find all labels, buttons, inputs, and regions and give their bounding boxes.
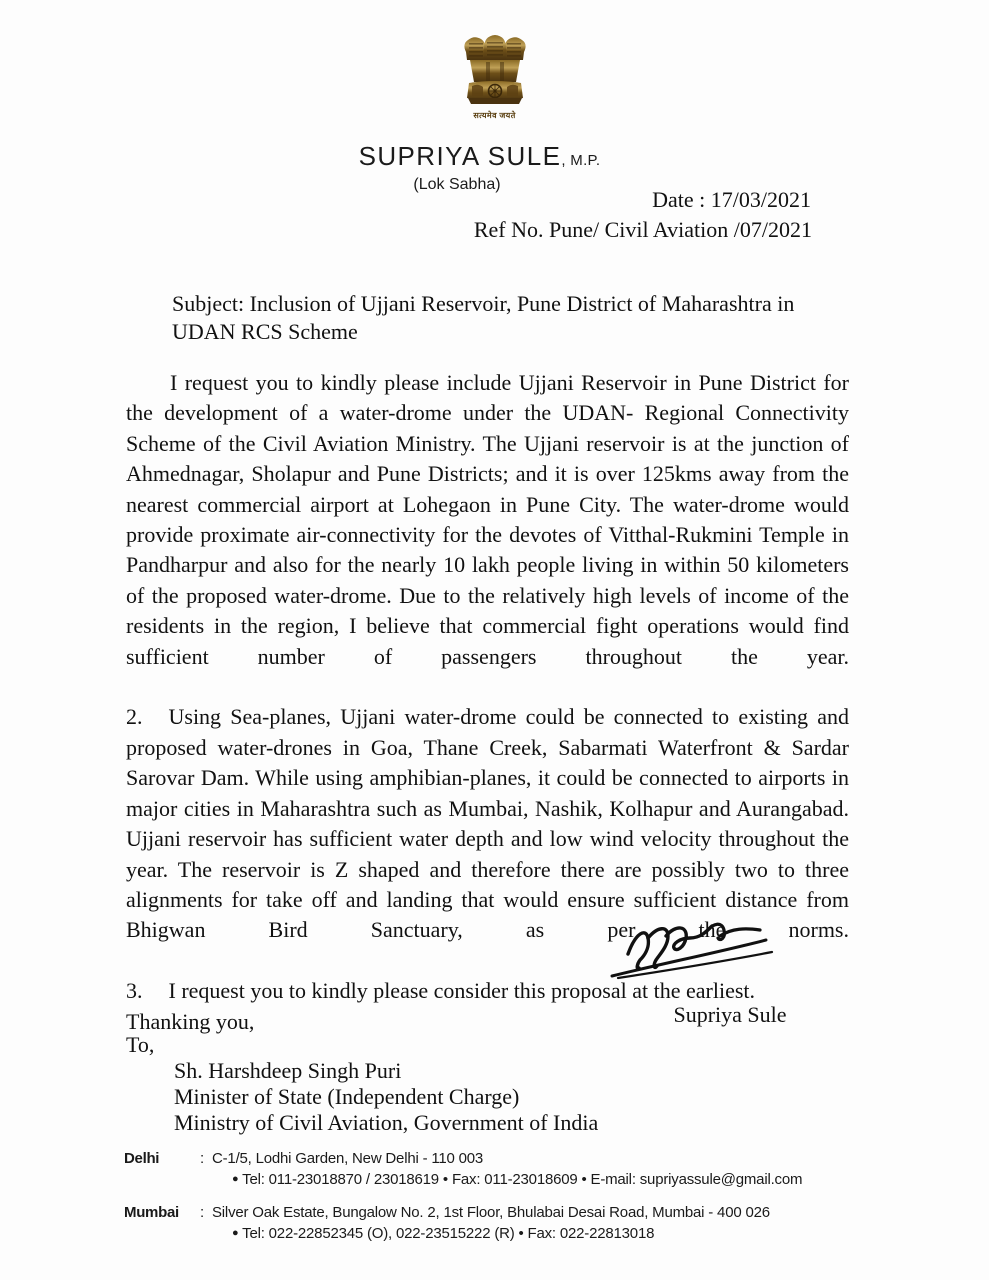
letter-date: Date : 17/03/2021 [652,187,811,212]
house-label: (Lok Sabha) [413,176,501,193]
emblem-container [0,26,989,123]
footer-office-label: Mumbai [124,1204,179,1221]
footer-colon: : [200,1150,205,1167]
paragraph-3-text: I request you to kindly please consider this proposal at the earliest. [168,978,756,1004]
addressee-line-3: Ministry of Civil Aviation, Government of India [174,1110,599,1135]
footer-contact-text: Tel: 022-22852345 (O), 022-23515222 (R) • Fax: 022-22813018 [242,1225,655,1242]
letter-meta [474,185,811,245]
handwritten-signature [600,908,860,988]
addressee-line-1: Sh. Harshdeep Singh Puri [174,1058,402,1083]
closing-line: Thanking you, [126,1008,255,1034]
footer-office-address: Silver Oak Estate, Bungalow No. 2, 1st Floor, Bhulabai Desai Road, Mumbai - 400 026 [212,1204,770,1221]
letter-reference-number: Ref No. Pune/ Civil Aviation /07/2021 [473,217,812,242]
addressee-line-2: Minister of State (Independent Charge) [174,1084,520,1109]
addressee-to-label: To, [126,1032,155,1057]
footer-colon: : [200,1204,205,1221]
paragraph-2-text: Using Sea-planes, Ujjani water-drome could be connected to existing and proposed water-drones in Goa, Thane Creek, Sabarmati Waterfront & Sardar Sarovar Dam. While using amphibian-planes, it could be connected to airports in major cities in Maharashtra such as Mumbai, Nashik, Kolhapur and Aurangabad. Ujjani reservoir has sufficient water depth and low wind velocity throughout the year. The reservoir is Z shaped and therefore there are possibly two to three alignments for take off and landing that would ensure sufficient distance from Bhigwan Bird Sanctuary, as per the norms. [126,704,849,943]
addressee-block [174,1058,598,1136]
body-paragraph-1: I request you to kindly please include Ujjani Reservoir in Pune District for the development of a water-drome under the UDAN- Regional Connectivity Scheme of the Civil Aviation Ministry. The Ujjani reservoir is at the junction of Ahmednagar, Sholapur and Pune Districts; and it is over 125kms away from the nearest commercial airport at Lohegaon in Pune City. The water-drome would provide proximate air-connectivity for the devotes of Vitthal-Rukmini Temple in Pandharpur and also for the nearly 10 lakh people living in within 50 kilometers of the proposed water-drome. Due to the relatively high levels of income of the residents in the region, I believe that commercial fight operations would find sufficient number of passengers throughout the year. [126,370,849,669]
footer-office-contact: ● Tel: 011-23018870 / 23018619 • Fax: 011-23018609 • E-mail: supriyassule@gmail.com [232,1171,803,1188]
footer-office-delhi [124,1150,884,1194]
footer-office-mumbai [124,1204,924,1248]
emblem-motto: सत्यमेव जयते [473,111,516,120]
letter-subject: Subject: Inclusion of Ujjani Reservoir, Pune District of Maharashtra in UDAN RCS Scheme [172,291,795,344]
paragraph-2-number: 2. [126,704,143,730]
signatory-name: Supriya Sule [673,1002,787,1027]
mp-name: SUPRIYA SULE [358,141,562,171]
footer-office-label: Delhi [124,1150,160,1167]
footer-office-address: C-1/5, Lodhi Garden, New Delhi - 110 003 [212,1150,484,1167]
footer-office-contact: ● Tel: 022-22852345 (O), 022-23515222 (R) • Fax: 022-22813018 [232,1225,655,1242]
state-emblem-of-india-icon [456,26,534,118]
footer-contact-text: Tel: 011-23018870 / 23018619 • Fax: 011-23018609 • E-mail: supriyassule@gmail.com [242,1171,803,1188]
paragraph-3-number: 3. [126,978,143,1004]
mp-suffix: , M.P. [561,152,601,169]
letterhead-footer [0,1150,989,1258]
